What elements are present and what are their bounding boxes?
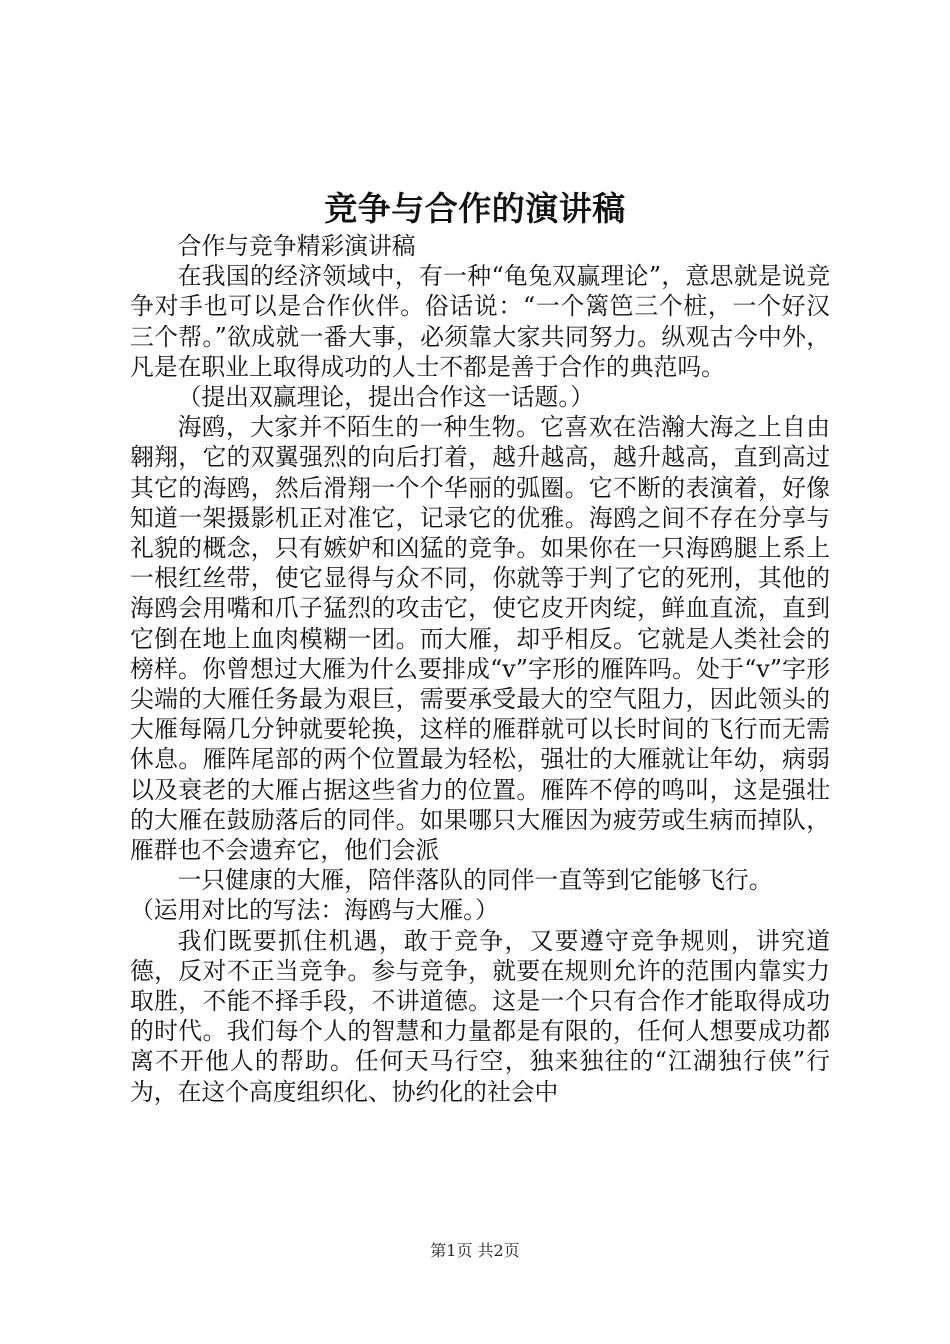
paragraph-seagull-goose: 海鸥，大家并不陌生的一种生物。它喜欢在浩瀚大海之上自由翱翔，它的双翼强烈的向后打着，越升越高，越升越高，直到高过其它的海鸥，然后滑翔一个个华丽的弧圈。它不断的表演着，好像知道一架摄影机正对准它，记录它的优雅。海鸥之间不存在分享与礼貌的概念，只有嫉妒和凶猛的竞争。如果你在一只海鸥腿上系上一根红丝带，使它显得与众不同，你就等于判了它的死刑，其他的海鸥会用嘴和爪子猛烈的攻击它，使它皮开肉绽，鲜血直流，直到它倒在地上血肉模糊一团。而大雁，却乎相反。它就是人类社会的榜样。你曾想过大雁为什么要排成“v”字形的雁阵吗。处于“v”字形尖端的大雁任务最为艰巨，需要承受最大的空气阻力，因此领头的大雁每隔几分钟就要轮换，这样的雁群就可以长时间的飞行而无需休息。雁阵尾部的两个位置最为轻松，强壮的大雁就让年幼，病弱以及衰老的大雁占据这些省力的位置。雁阵不停的鸣叫，这是强壮的大雁在鼓励落后的同伴。如果哪只大雁因为疲劳或生病而掉队，雁群也不会遗弃它，他们会派 bbox=[130, 413, 830, 865]
paragraph-note-1: （提出双赢理论，提出合作这一话题。） bbox=[177, 383, 595, 412]
document-title: 竞争与合作的演讲稿 bbox=[324, 189, 626, 228]
paragraph-competition-rules: 我们既要抓住机遇，敢于竞争，又要遵守竞争规则，讲究道德，反对不正当竞争。参与竞争，就要在规则允许的范围内靠实力取胜，不能不择手段，不讲道德。这是一个只有合作才能取得成功的时代。我们每个人的智慧和力量都是有限的，任何人想要成功都离不开他人的帮助。任何天马行空，独来独往的“江湖独行侠”行为，在这个高度组织化、协约化的社会中 bbox=[130, 926, 830, 1106]
paragraph-subtitle: 合作与竞争精彩演讲稿 bbox=[177, 232, 416, 260]
paragraph-note-2: （运用对比的写法：海鸥与大雁。） bbox=[130, 896, 499, 925]
paragraph-healthy-goose: 一只健康的大雁，陪伴落队的同伴一直等到它能够飞行。 bbox=[177, 866, 773, 895]
paragraph-intro: 在我国的经济领域中，有一种“龟兔双赢理论”，意思就是说竞争对手也可以是合作伙伴。俗话说：“一个篱笆三个桩，一个好汉三个帮。”欲成就一番大事，必须靠大家共同努力。纵观古今中外，凡是在职业上取得成功的人士不都是善于合作的典范吗。 bbox=[130, 262, 830, 381]
page-footer: 第1页 共2页 bbox=[430, 1241, 520, 1260]
document-body bbox=[130, 231, 830, 1107]
